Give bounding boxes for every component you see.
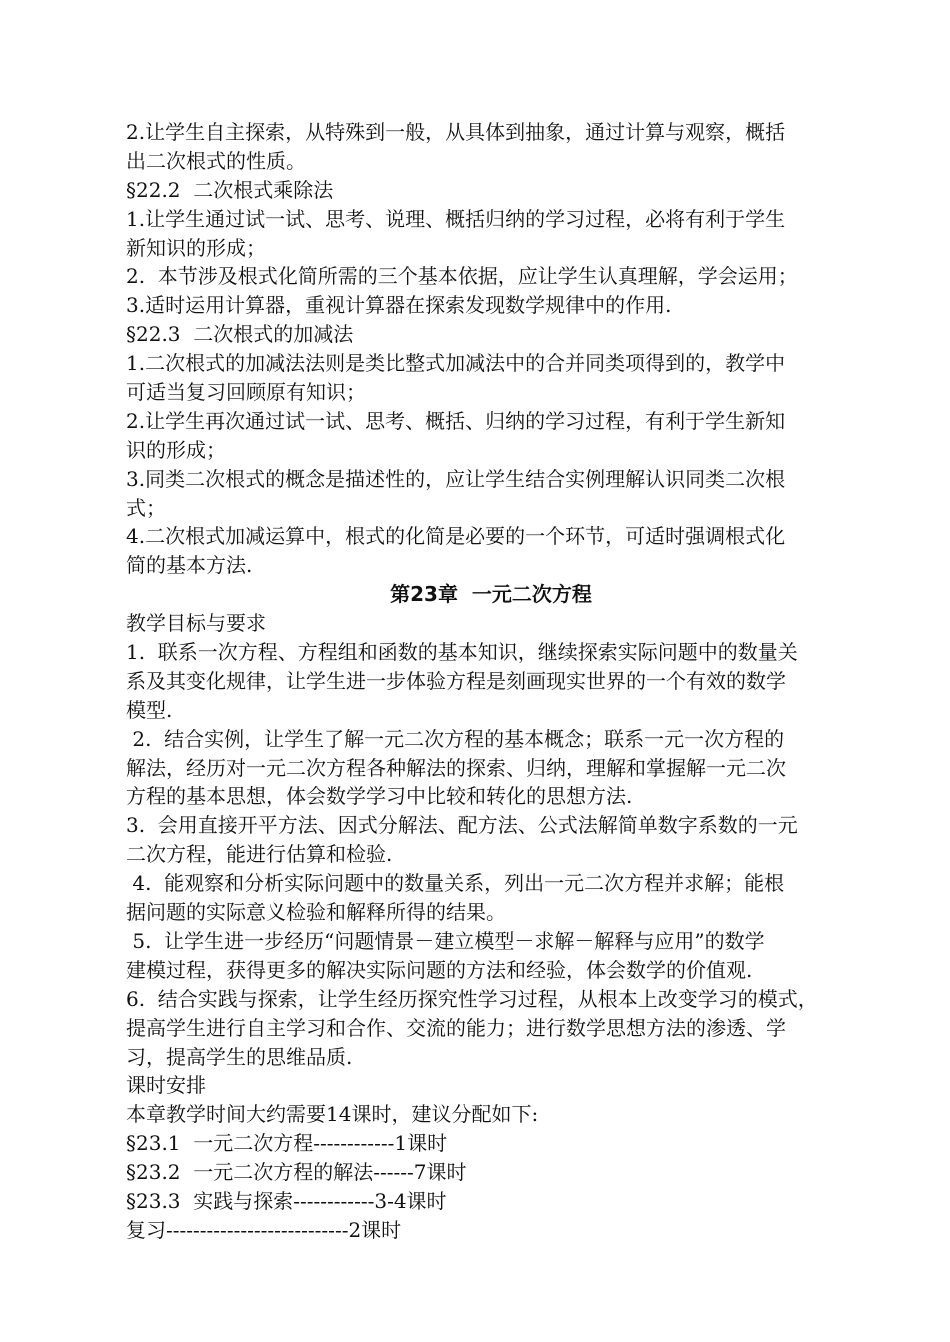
paragraph-line: 4. 能观察和分析实际问题中的数量关系，列出一元二次方程并求解；能根 [126, 871, 785, 896]
paragraph-line: 3.同类二次根式的概念是描述性的，应让学生结合实例理解认识同类二次根 [126, 466, 786, 491]
paragraph-line: 可适当复习回顾原有知识； [126, 380, 366, 405]
chapter-title: 第23章 一元二次方程 [390, 582, 592, 607]
paragraph-line: 2.让学生再次通过试一试、思考、概括、归纳的学习过程，有利于学生新知 [126, 408, 786, 433]
schedule-item: §23.1 一元二次方程------------1课时 [126, 1131, 448, 1156]
schedule-item: §23.3 实践与探索------------3-4课时 [126, 1188, 447, 1213]
subsection-heading: 教学目标与要求 [126, 611, 266, 636]
paragraph-line: 建模过程，获得更多的解决实际问题的方法和经验，体会数学的价值观. [126, 957, 753, 982]
section-heading: §22.3 二次根式的加减法 [126, 322, 354, 347]
document-body [126, 118, 856, 1245]
paragraph-line: 2. 本节涉及根式化简所需的三个基本依据，应让学生认真理解，学会运用； [126, 264, 798, 289]
paragraph-line: 识的形成； [126, 437, 226, 462]
paragraph-line: 据问题的实际意义检验和解释所得的结果。 [126, 900, 506, 925]
paragraph-line: 5. 让学生进一步经历“问题情景－建立模型－求解－解释与应用”的数学 [126, 928, 765, 953]
paragraph-line: 本章教学时间大约需要14课时，建议分配如下: [126, 1102, 539, 1127]
paragraph-line: 系及其变化规律，让学生进一步体验方程是刻画现实世界的一个有效的数学 [126, 668, 786, 693]
paragraph-line: 3. 会用直接开平方法、因式分解法、配方法、公式法解简单数字系数的一元 [126, 813, 798, 838]
paragraph-line: 1.二次根式的加减法法则是类比整式加减法中的合并同类项得到的，教学中 [126, 351, 786, 376]
paragraph-line: 二次方程，能进行估算和检验. [126, 842, 393, 867]
paragraph-line: 模型. [126, 697, 173, 722]
paragraph-line: 4.二次根式加减运算中，根式的化简是必要的一个环节，可适时强调根式化 [126, 524, 786, 549]
paragraph-line: 式； [126, 495, 166, 520]
paragraph-line: 2. 结合实例，让学生了解一元二次方程的基本概念；联系一元一次方程的 [126, 726, 785, 751]
paragraph-line: 简的基本方法. [126, 553, 253, 578]
schedule-item: §23.2 一元二次方程的解法------7课时 [126, 1160, 467, 1185]
paragraph-line: 提高学生进行自主学习和合作、交流的能力；进行数学思想方法的渗透、学 [126, 1015, 786, 1040]
paragraph-line: 新知识的形成； [126, 235, 266, 260]
paragraph-line: 方程的基本思想，体会数学学习中比较和转化的思想方法. [126, 784, 633, 809]
paragraph-line: 1. 联系一次方程、方程组和函数的基本知识，继续探索实际问题中的数量关 [126, 640, 798, 665]
paragraph-line: 6. 结合实践与探索，让学生经历探究性学习过程，从根本上改变学习的模式， [126, 986, 818, 1011]
schedule-item: 复习---------------------------2课时 [126, 1217, 402, 1242]
paragraph-line: 出二次根式的性质。 [126, 148, 306, 173]
paragraph-line: 1.让学生通过试一试、思考、说理、概括归纳的学习过程，必将有利于学生 [126, 206, 786, 231]
paragraph-line: 解法，经历对一元二次方程各种解法的探索、归纳，理解和掌握解一元二次 [126, 755, 786, 780]
paragraph-line: 2.让学生自主探索，从特殊到一般，从具体到抽象，通过计算与观察，概括 [126, 120, 786, 144]
section-heading: §22.2 二次根式乘除法 [126, 177, 334, 202]
subsection-heading: 课时安排 [126, 1073, 206, 1098]
paragraph-line: 习，提高学生的思维品质. [126, 1044, 353, 1069]
paragraph-line: 3.适时运用计算器，重视计算器在探索发现数学规律中的作用. [126, 293, 672, 318]
